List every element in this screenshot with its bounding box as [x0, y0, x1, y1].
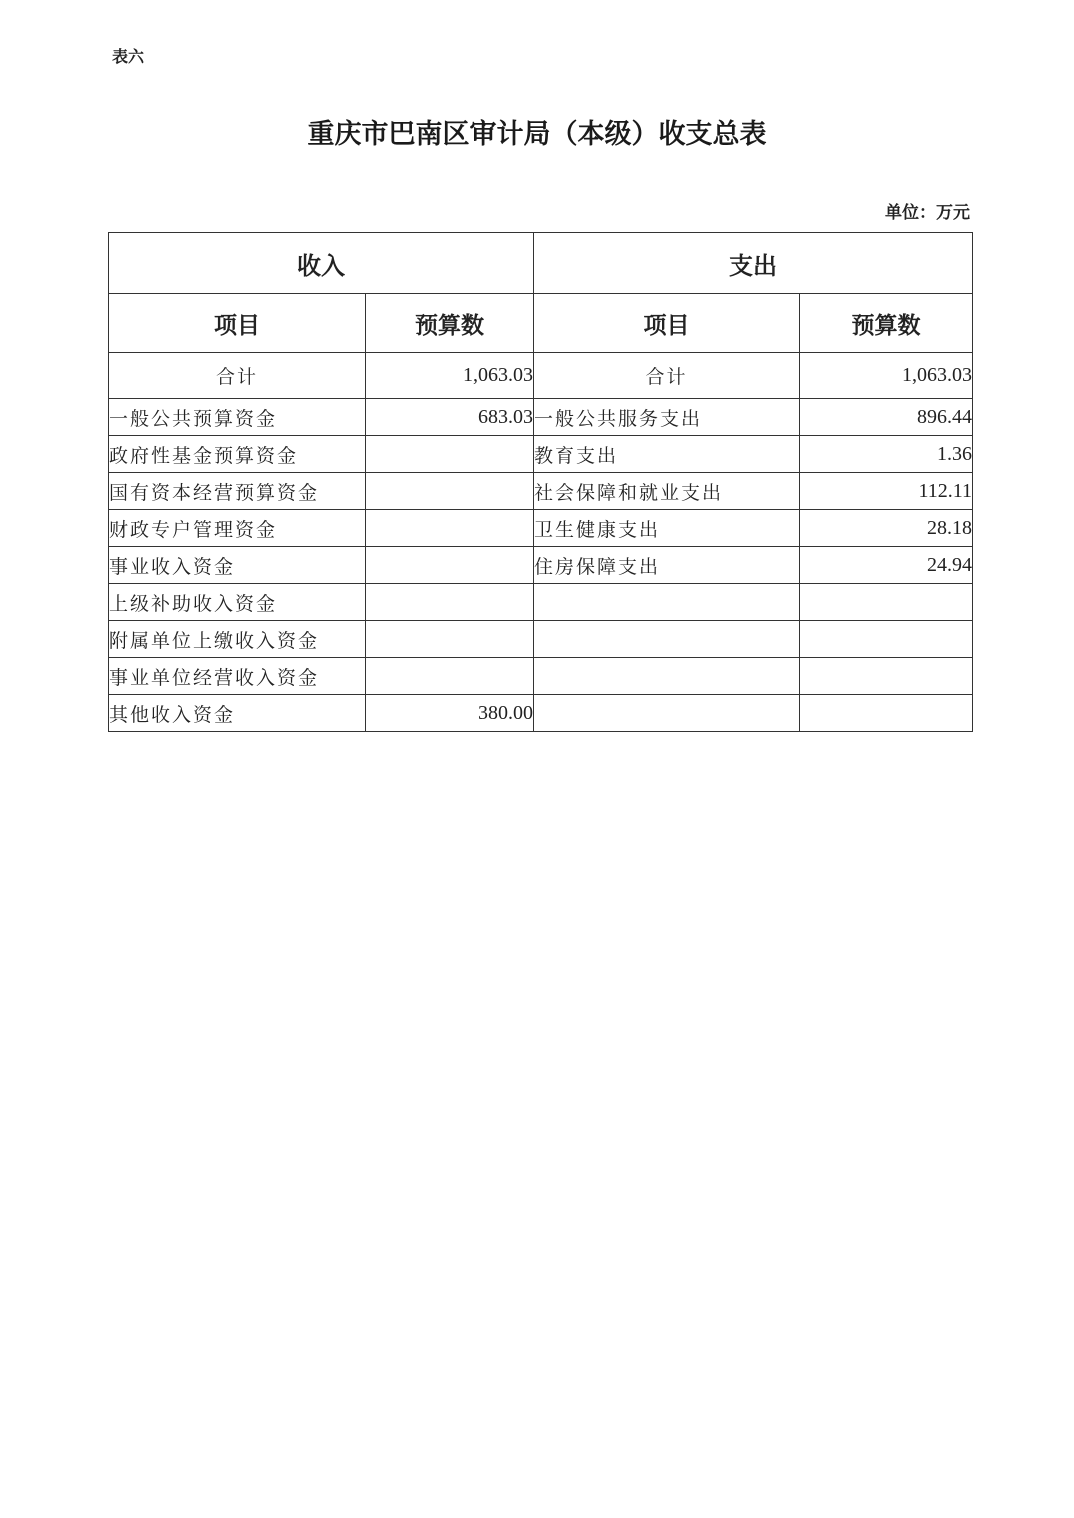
- income-item: 一般公共预算资金: [109, 399, 366, 436]
- table-row: [109, 436, 973, 473]
- income-item: 附属单位上缴收入资金: [109, 621, 366, 658]
- income-item: 事业收入资金: [109, 547, 366, 584]
- expense-item-column-header: 项目: [534, 294, 800, 353]
- income-amount: [366, 658, 534, 695]
- income-section-header: 收入: [109, 233, 534, 294]
- income-amount: [366, 510, 534, 547]
- income-amount: [366, 436, 534, 473]
- budget-summary-table: [108, 232, 973, 732]
- income-total-label: 合计: [109, 353, 366, 399]
- income-item: 上级补助收入资金: [109, 584, 366, 621]
- table-row: [109, 695, 973, 732]
- income-item: 国有资本经营预算资金: [109, 473, 366, 510]
- table-number-label: 表六: [112, 47, 145, 66]
- table-row: [109, 658, 973, 695]
- expense-item: [534, 621, 800, 658]
- expense-amount: [800, 584, 973, 621]
- expense-amount: 24.94: [800, 547, 973, 584]
- table-row: [109, 399, 973, 436]
- expense-item: 社会保障和就业支出: [534, 473, 800, 510]
- income-budget-column-header: 预算数: [366, 294, 534, 353]
- income-amount: [366, 473, 534, 510]
- income-item: 事业单位经营收入资金: [109, 658, 366, 695]
- expense-amount: 1.36: [800, 436, 973, 473]
- document-title: 重庆市巴南区审计局（本级）收支总表: [307, 119, 767, 150]
- income-amount: [366, 621, 534, 658]
- expense-amount: [800, 695, 973, 732]
- expense-item: 教育支出: [534, 436, 800, 473]
- expense-item: 卫生健康支出: [534, 510, 800, 547]
- unit-label: 单位：万元: [885, 203, 970, 223]
- income-item-column-header: 项目: [109, 294, 366, 353]
- total-row: [109, 353, 973, 399]
- expense-section-header: 支出: [534, 233, 973, 294]
- expense-item: [534, 658, 800, 695]
- expense-item: [534, 584, 800, 621]
- income-item: 其他收入资金: [109, 695, 366, 732]
- income-item: 财政专户管理资金: [109, 510, 366, 547]
- expense-amount: 112.11: [800, 473, 973, 510]
- expense-item: [534, 695, 800, 732]
- expense-amount: 28.18: [800, 510, 973, 547]
- expense-budget-column-header: 预算数: [800, 294, 973, 353]
- expense-amount: [800, 658, 973, 695]
- income-amount: 683.03: [366, 399, 534, 436]
- table-row: [109, 547, 973, 584]
- income-total-amount: 1,063.03: [366, 353, 534, 399]
- expense-item: 住房保障支出: [534, 547, 800, 584]
- expense-amount: [800, 621, 973, 658]
- table-row: [109, 473, 973, 510]
- income-amount: [366, 584, 534, 621]
- expense-item: 一般公共服务支出: [534, 399, 800, 436]
- expense-total-amount: 1,063.03: [800, 353, 973, 399]
- expense-total-label: 合计: [534, 353, 800, 399]
- table-row: [109, 584, 973, 621]
- income-amount: [366, 547, 534, 584]
- table-row: [109, 621, 973, 658]
- income-amount: 380.00: [366, 695, 534, 732]
- income-item: 政府性基金预算资金: [109, 436, 366, 473]
- table-row: [109, 510, 973, 547]
- expense-amount: 896.44: [800, 399, 973, 436]
